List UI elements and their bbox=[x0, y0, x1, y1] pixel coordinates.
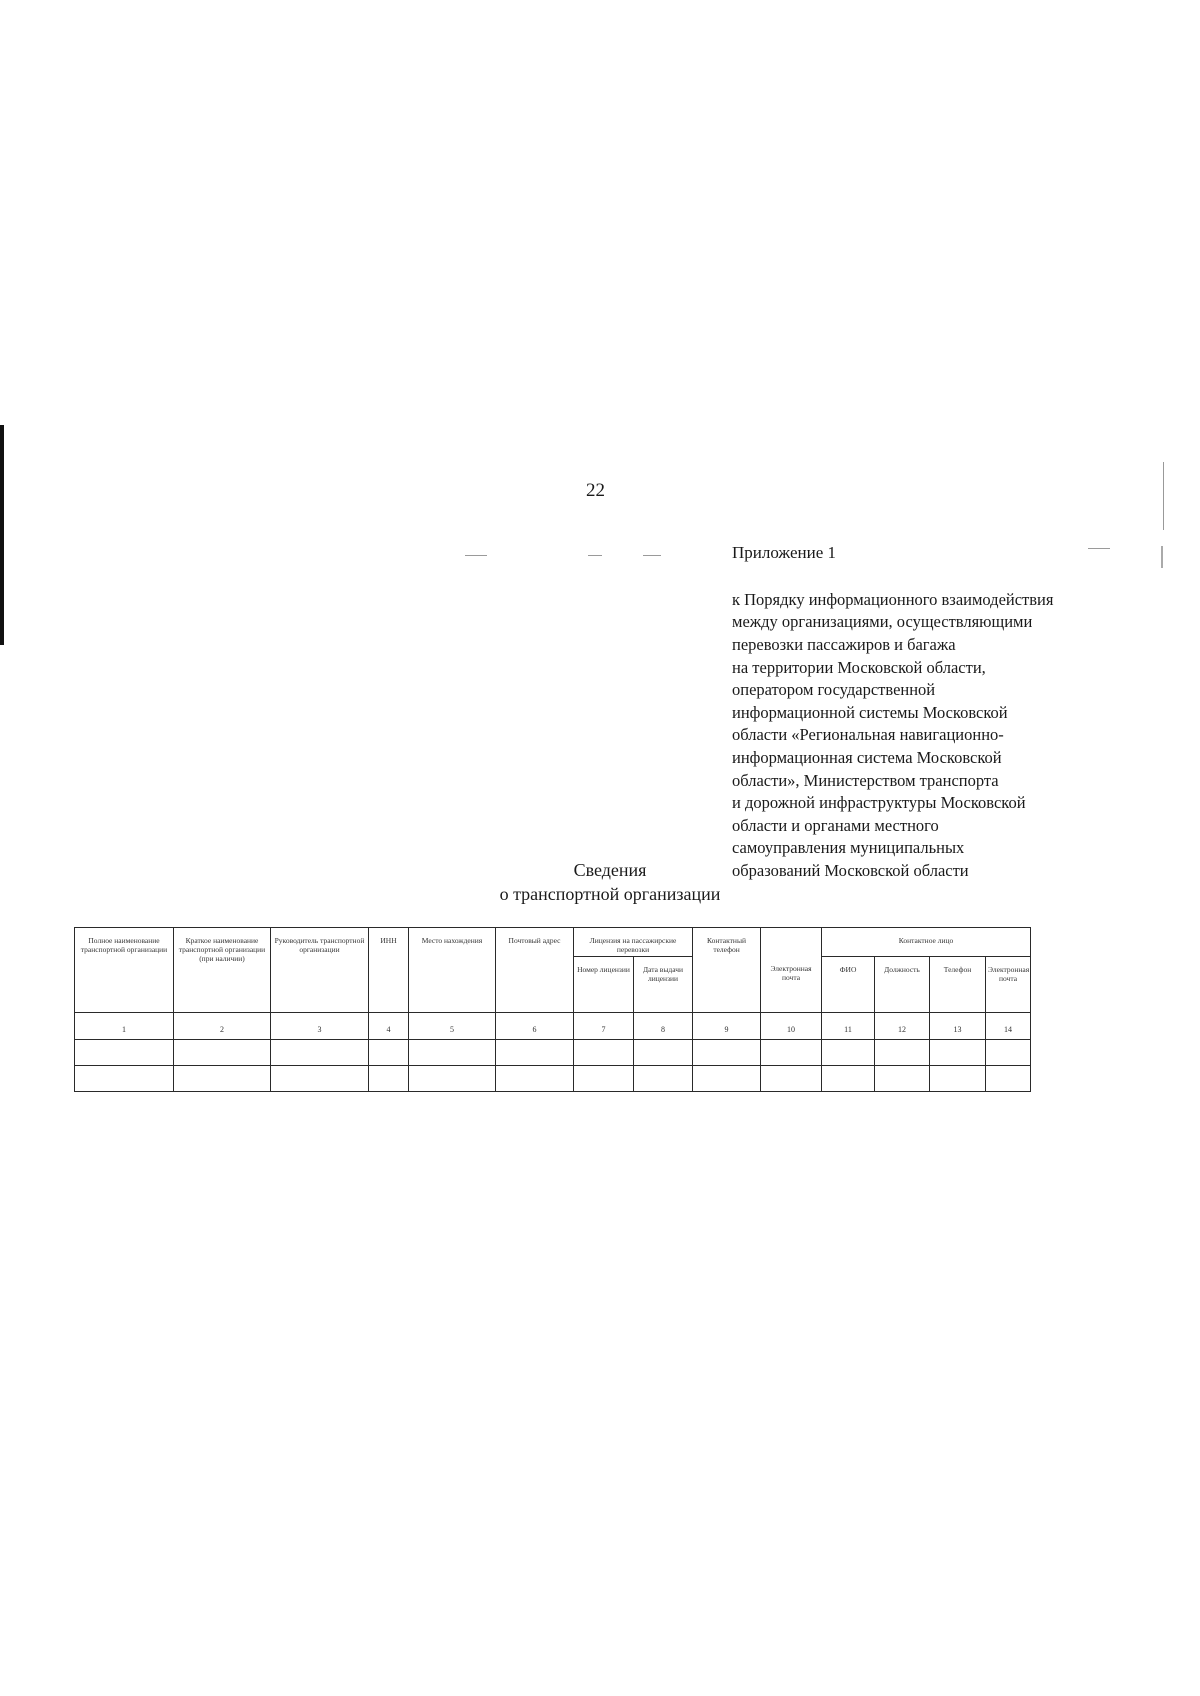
scan-edge-left bbox=[0, 425, 4, 645]
column-number: 8 bbox=[634, 1013, 693, 1040]
header-license-number: Номер лицензии bbox=[574, 957, 634, 1013]
header-contact-person-group: Контактное лицо bbox=[822, 928, 1031, 957]
empty-cell bbox=[761, 1040, 822, 1066]
empty-cell bbox=[75, 1066, 174, 1092]
column-number: 2 bbox=[174, 1013, 271, 1040]
empty-cell bbox=[369, 1066, 409, 1092]
column-number: 13 bbox=[930, 1013, 986, 1040]
column-number: 5 bbox=[409, 1013, 496, 1040]
column-number: 6 bbox=[496, 1013, 574, 1040]
empty-cell bbox=[875, 1040, 930, 1066]
empty-cell bbox=[693, 1066, 761, 1092]
empty-cell bbox=[369, 1040, 409, 1066]
header-cp-email: Электронная почта bbox=[986, 957, 1031, 1013]
column-number: 7 bbox=[574, 1013, 634, 1040]
empty-cell bbox=[496, 1066, 574, 1092]
empty-cell bbox=[634, 1066, 693, 1092]
appendix-title: Приложение 1 bbox=[732, 542, 836, 562]
empty-cell bbox=[271, 1040, 369, 1066]
organization-info-table bbox=[74, 927, 1031, 1092]
header-license-date: Дата выдачи лицензии bbox=[634, 957, 693, 1013]
empty-cell bbox=[174, 1066, 271, 1092]
header-head: Руководитель транспортной организации bbox=[271, 928, 369, 1013]
column-number: 9 bbox=[693, 1013, 761, 1040]
empty-cell bbox=[496, 1040, 574, 1066]
empty-cell bbox=[409, 1066, 496, 1092]
scan-edge-right-mark bbox=[1161, 546, 1163, 568]
header-short-name: Краткое наименование транспортной организации (при наличии) bbox=[174, 928, 271, 1013]
empty-cell bbox=[409, 1040, 496, 1066]
header-cp-name: ФИО bbox=[822, 957, 875, 1013]
empty-cell bbox=[930, 1066, 986, 1092]
column-number: 12 bbox=[875, 1013, 930, 1040]
empty-cell bbox=[693, 1040, 761, 1066]
column-number-row bbox=[75, 1013, 1031, 1040]
header-contact-phone: Контактный телефон bbox=[693, 928, 761, 1013]
empty-cell bbox=[634, 1040, 693, 1066]
column-number: 10 bbox=[761, 1013, 822, 1040]
header-email: Электронная почта bbox=[761, 928, 822, 1013]
appendix-text: к Порядку информационного взаимодействия между организациями, осуществляющими перевозки пассажиров и багажа на территории Московской области, оператором государственной информационной системы Московской области «Региональная навигационно- информационная система Московской области», Министерством транспорта и дорожной инфраструктуры Московской области и органами местного самоуправления муниципальных образований Московской области bbox=[732, 589, 1054, 880]
scan-edge-right bbox=[1163, 462, 1164, 530]
column-number: 3 bbox=[271, 1013, 369, 1040]
empty-cell bbox=[875, 1066, 930, 1092]
scan-dash bbox=[588, 555, 602, 556]
header-location: Место нахождения bbox=[409, 928, 496, 1013]
empty-cell bbox=[986, 1066, 1031, 1092]
column-number: 14 bbox=[986, 1013, 1031, 1040]
appendix-block bbox=[732, 519, 1152, 883]
header-cp-phone: Телефон bbox=[930, 957, 986, 1013]
header-postal-address: Почтовый адрес bbox=[496, 928, 574, 1013]
empty-cell bbox=[761, 1066, 822, 1092]
header-full-name: Полное наименование транспортной организации bbox=[75, 928, 174, 1013]
scan-dash bbox=[465, 555, 487, 556]
empty-cell bbox=[174, 1040, 271, 1066]
empty-cell bbox=[822, 1040, 875, 1066]
empty-cell bbox=[574, 1040, 634, 1066]
header-inn: ИНН bbox=[369, 928, 409, 1013]
empty-row bbox=[75, 1040, 1031, 1066]
empty-cell bbox=[574, 1066, 634, 1092]
column-number: 11 bbox=[822, 1013, 875, 1040]
empty-cell bbox=[271, 1066, 369, 1092]
form-subtitle: о транспортной организации bbox=[499, 884, 721, 904]
scan-dash bbox=[643, 555, 661, 556]
column-number: 4 bbox=[369, 1013, 409, 1040]
header-license-group: Лицензия на пассажирские перевозки bbox=[574, 928, 693, 957]
empty-cell bbox=[930, 1040, 986, 1066]
empty-cell bbox=[822, 1066, 875, 1092]
table-header-row bbox=[75, 928, 1031, 957]
form-title: Сведения bbox=[573, 860, 647, 880]
header-cp-position: Должность bbox=[875, 957, 930, 1013]
column-number: 1 bbox=[75, 1013, 174, 1040]
empty-cell bbox=[75, 1040, 174, 1066]
page-number: 22 bbox=[586, 480, 605, 501]
empty-row bbox=[75, 1066, 1031, 1092]
empty-cell bbox=[986, 1040, 1031, 1066]
